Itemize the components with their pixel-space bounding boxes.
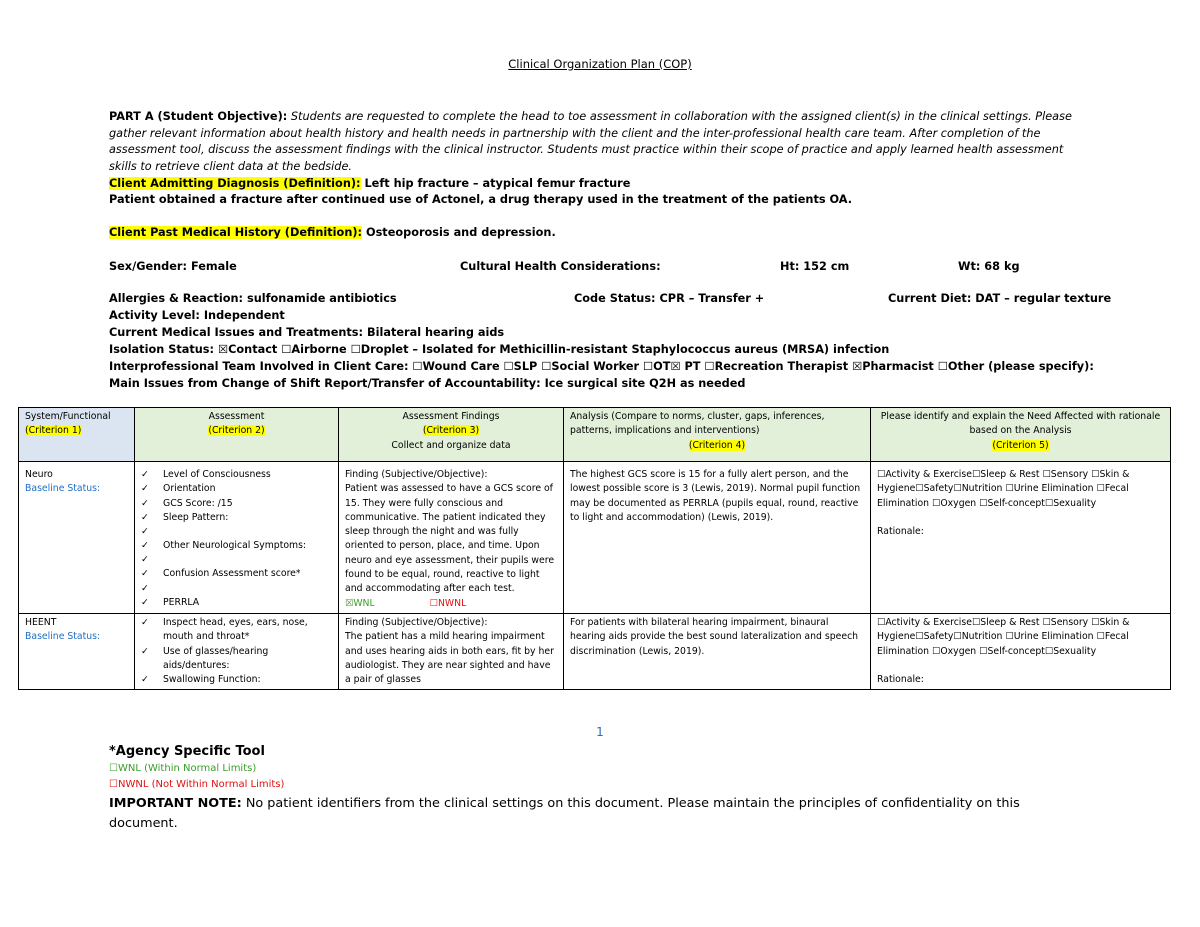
nwnl-checkbox[interactable]: ☐NWNL: [429, 597, 467, 609]
check-item: ✓ GCS Score: /15: [141, 497, 332, 511]
need-affected-cell: [871, 462, 1171, 614]
important-note-text: No patient identifiers from the clinical settings on this document. Please maintain the principles of confidentiality on this document.: [109, 796, 1020, 831]
criterion-3: (Criterion 3): [422, 425, 480, 437]
analysis-cell: For patients with bilateral hearing impairment, binaural hearing aids provide the best sound lateralization and speech discrimination (Lewis, 2019).: [564, 613, 871, 689]
need-affected-cell: [871, 613, 1171, 689]
check-item: ✓ Sleep Pattern:: [141, 511, 332, 525]
admitting-note: Patient obtained a fracture after continued use of Actonel, a drug therapy used in the treatment of the patients OA.: [109, 193, 853, 206]
part-a-label: PART A (Student Objective):: [109, 110, 288, 123]
activity-level: Activity Level: Independent: [109, 309, 285, 322]
admitting-diagnosis-value: Left hip fracture – atypical femur fracture: [360, 177, 631, 190]
current-diet: Current Diet: DAT – regular texture: [888, 292, 1112, 305]
agency-note: *Agency Specific Tool: [109, 744, 265, 759]
admitting-diagnosis-label: Client Admitting Diagnosis (Definition):: [109, 177, 361, 190]
header-analysis: Analysis (Compare to norms, cluster, gaps, inferences, patterns, implications and interventions) (Criterion 4): [564, 408, 871, 462]
baseline-status: Baseline Status:: [25, 483, 101, 495]
criterion-5: (Criterion 5): [992, 439, 1049, 451]
code-status: Code Status: CPR – Transfer +: [574, 292, 765, 305]
assessment-checklist: [141, 616, 332, 687]
isolation-status: Isolation Status: ☒Contact ☐Airborne ☐Droplet – Isolated for Methicillin-resistant Staphylococcus aureus (MRSA) infection: [109, 343, 890, 356]
page-number: 1: [596, 725, 604, 739]
criterion-2: (Criterion 2): [208, 425, 265, 437]
rationale-label: Rationale:: [877, 673, 924, 685]
main-issues: Main Issues from Change of Shift Report/Transfer of Accountability: Ice surgical site Q2H as needed: [109, 377, 746, 390]
table-row-heent: [19, 613, 1171, 689]
header-findings: Assessment Findings (Criterion 3) Collect and organize data: [339, 408, 564, 462]
header-need-affected: Please identify and explain the Need Affected with rationale based on the Analysis (Criterion 5): [871, 408, 1171, 462]
header-assessment: Assessment (Criterion 2): [135, 408, 339, 462]
assessment-checklist: [141, 468, 332, 610]
part-a-text: Students are requested to complete the head to toe assessment in collaboration with the assigned client(s) in the clinical settings. Please gather relevant information about health history and health needs in partnership with the client and the inter-professional health care team. After completion of the assessment tool, discuss the assessment findings with the clinical instructor. Students must practice within their scope of practice and apply learned health assessment skills to retrieve client data at the bedside.: [109, 110, 1072, 173]
rationale-label: Rationale:: [877, 525, 924, 537]
check-item: ✓ Inspect head, eyes, ears, nose, mouth and throat*: [141, 616, 332, 645]
nwnl-legend: ☐NWNL (Not Within Normal Limits): [109, 779, 285, 790]
check-item: ✓ Confusion Assessment score*: [141, 567, 332, 581]
table-header-row: [19, 408, 1171, 462]
interprofessional-team: Interprofessional Team Involved in Client Care: ☐Wound Care ☐SLP ☐Social Worker ☐OT☒ PT ☐Recreation Therapist ☒Pharmacist ☐Other (please specify):: [109, 360, 1094, 373]
important-note-label: IMPORTANT NOTE:: [109, 796, 242, 811]
past-history-value: Osteoporosis and depression.: [362, 226, 556, 239]
wnl-legend: ☐WNL (Within Normal Limits): [109, 763, 257, 774]
check-item: ✓ Use of glasses/hearing aids/dentures:: [141, 645, 332, 674]
criterion-1: (Criterion 1): [25, 425, 82, 437]
findings-cell: Finding (Subjective/Objective): The patient has a mild hearing impairment and uses hearing aids in both ears, fit by her audiologist. They are near sighted and have a pair of glasses: [339, 613, 564, 689]
part-a-objective: [109, 109, 1084, 175]
check-item: ✓ Level of Consciousness: [141, 468, 332, 482]
height: Ht: 152 cm: [780, 260, 850, 273]
criterion-4: (Criterion 4): [688, 439, 746, 451]
needs-checkboxes[interactable]: ☐Activity & Exercise☐Sleep & Rest ☐Sensory ☐Skin & Hygiene☐Safety☐Nutrition ☐Urine Elimination ☐Fecal Elimination ☐Oxygen ☐Self-concept☐Sexuality: [877, 616, 1130, 657]
assessment-cell: [135, 613, 339, 689]
system-cell: Neuro Baseline Status:: [19, 462, 135, 614]
medical-issues: Current Medical Issues and Treatments: Bilateral hearing aids: [109, 326, 505, 339]
past-medical-history: [109, 226, 556, 239]
assessment-table: [18, 407, 1171, 690]
sex-gender: Sex/Gender: Female: [109, 260, 237, 273]
needs-checkboxes[interactable]: ☐Activity & Exercise☐Sleep & Rest ☐Sensory ☐Skin & Hygiene☐Safety☐Nutrition ☐Urine Elimination ☐Fecal Elimination ☐Oxygen ☐Self-concept☐Sexuality: [877, 469, 1130, 509]
check-item: ✓ PERRLA: [141, 596, 332, 610]
analysis-cell: The highest GCS score is 15 for a fully alert person, and the lowest possible score is 3 (Lewis, 2019). Normal pupil function may be documented as PERRLA (pupils equal, round, reactive to light and accommodation) (Lewis, 2019).: [564, 462, 871, 614]
baseline-status: Baseline Status:: [25, 631, 101, 643]
check-item: ✓ Swallowing Function:: [141, 673, 332, 687]
system-cell: HEENT Baseline Status:: [19, 613, 135, 689]
weight: Wt: 68 kg: [958, 260, 1020, 273]
allergies: Allergies & Reaction: sulfonamide antibiotics: [109, 292, 397, 305]
header-system: System/Functional (Criterion 1): [19, 408, 135, 462]
important-note: [109, 794, 1069, 834]
past-history-label: Client Past Medical History (Definition):: [109, 226, 363, 239]
findings-cell: Finding (Subjective/Objective): Patient was assessed to have a GCS score of 15. They were fully conscious and communicative. The patient indicated they sleep through the night and was fully oriented to person, place, and time. Upon neuro and eye assessment, their pupils were found to be equal, round, reactive to light and accommodating after each test. ☒WNL ☐NWNL: [339, 462, 564, 614]
document-title: Clinical Organization Plan (COP): [508, 57, 692, 71]
check-item: ✓ Orientation: [141, 482, 332, 496]
cultural-considerations: Cultural Health Considerations:: [460, 260, 661, 273]
table-row-neuro: [19, 462, 1171, 614]
admitting-diagnosis: [109, 177, 630, 190]
wnl-checkbox[interactable]: ☒WNL: [345, 597, 375, 609]
check-item: ✓ Other Neurological Symptoms:: [141, 539, 332, 553]
assessment-cell: [135, 462, 339, 614]
